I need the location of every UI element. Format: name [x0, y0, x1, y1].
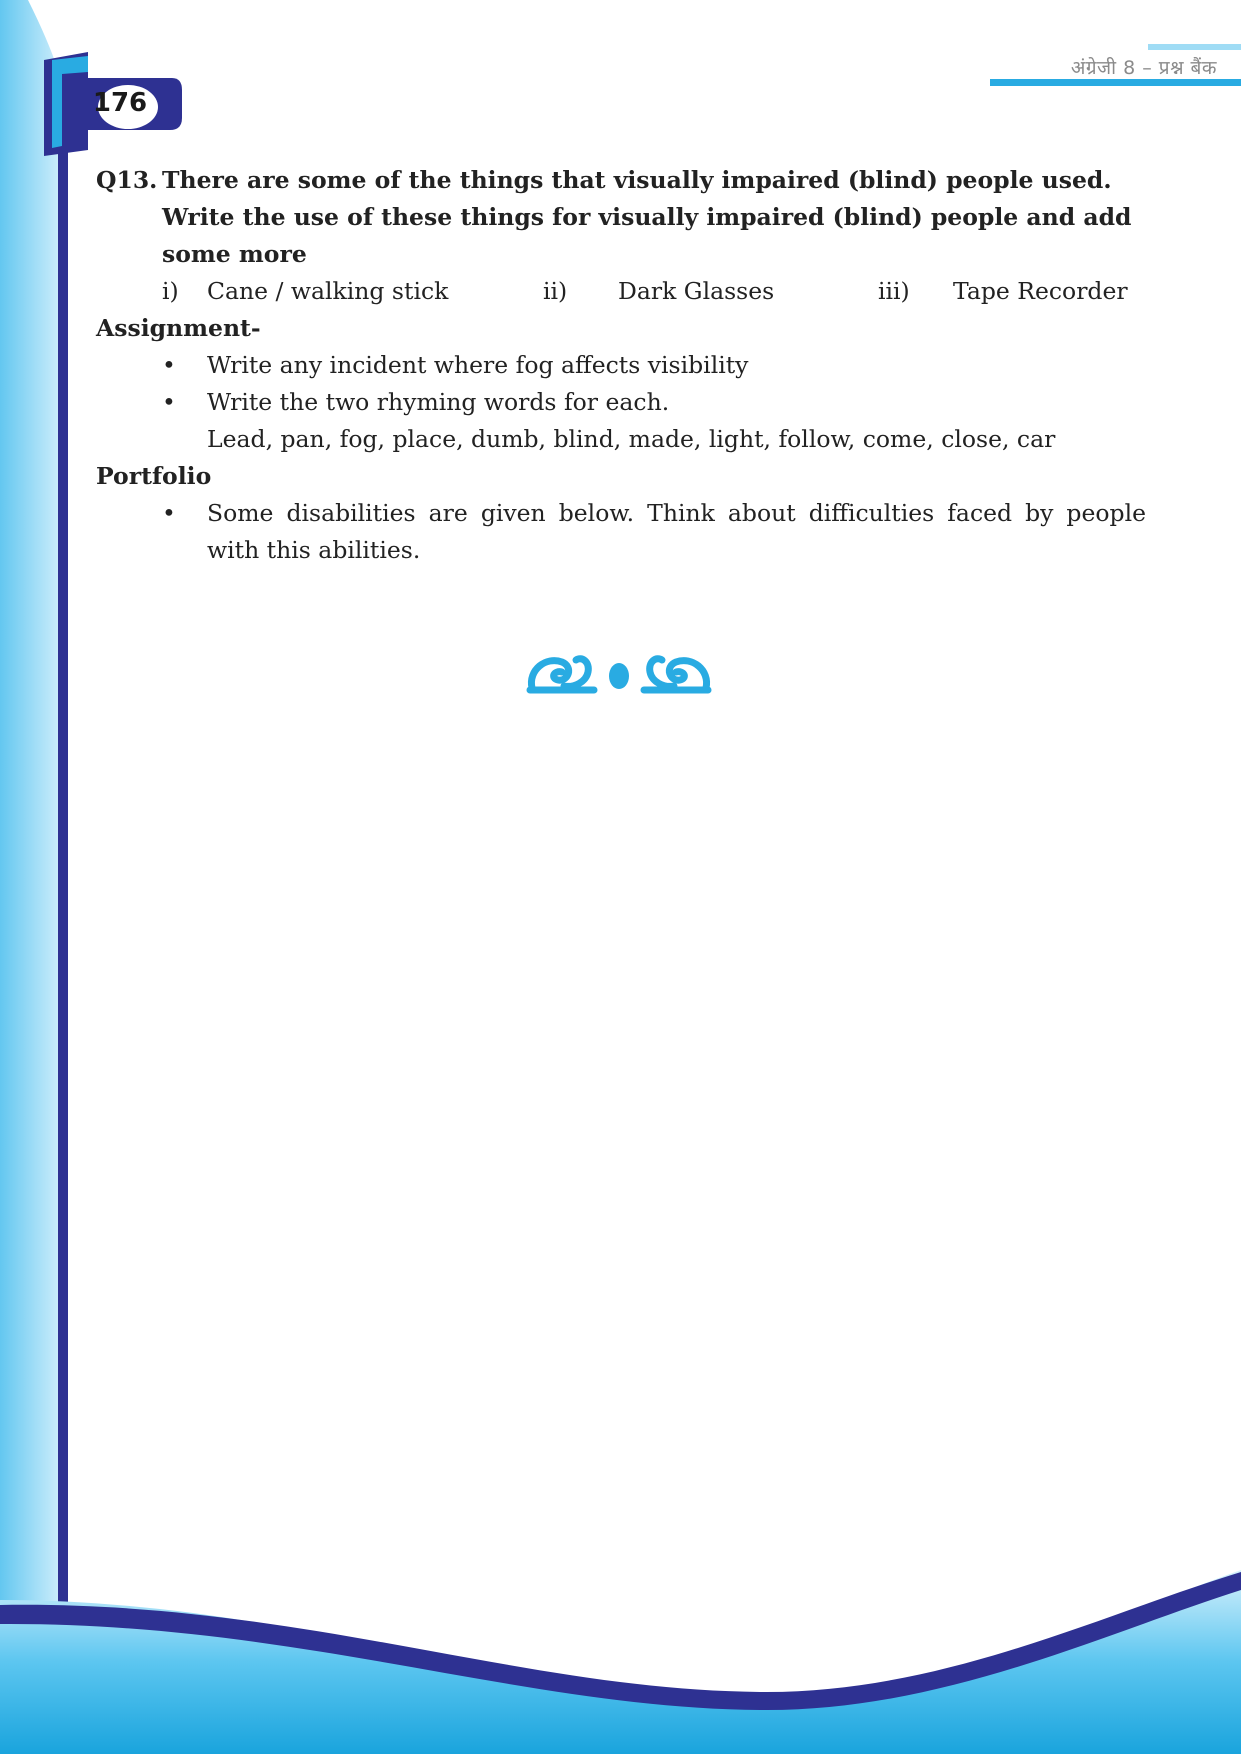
question-text: There are some of the things that visually impaired (blind) people used. Write the use of these things for visually impaired (blind) people and add some more [162, 166, 1132, 268]
page-content [96, 162, 1146, 569]
rhyming-word-list: Lead, pan, fog, place, dumb, blind, made, light, follow, come, close, car [207, 425, 1056, 453]
book-title-header: अंग्रेजी 8 – प्रश्न बैंक [1070, 57, 1217, 79]
bullet-dot: • [162, 351, 176, 379]
left-band [0, 0, 58, 1620]
portfolio-bullet-text: Some disabilities are given below. Think about difficulties faced by people with this abilities. [207, 499, 1146, 564]
question-number: Q13. [96, 166, 158, 194]
assignment-heading: Assignment- [96, 314, 261, 342]
page-number: 176 [92, 88, 148, 118]
bullet-dot: • [162, 388, 176, 416]
item-2-label: Dark Glasses [618, 277, 775, 305]
item-1-number: i) [162, 277, 179, 305]
item-3-number: iii) [878, 277, 910, 305]
assignment-bullet-2 [162, 384, 1146, 421]
portfolio-heading: Portfolio [96, 462, 212, 490]
assignment-bullet-1 [162, 347, 1146, 384]
header-bar-dark [990, 79, 1241, 86]
item-1-label: Cane / walking stick [207, 277, 449, 305]
question-13 [96, 162, 1146, 273]
question-items [162, 273, 1146, 310]
bullet-dot: • [162, 499, 176, 527]
item-3-label: Tape Recorder [953, 277, 1128, 305]
bottom-wave-back [0, 1570, 1241, 1754]
item-2-number: ii) [543, 277, 568, 305]
header-bar-light [1148, 44, 1241, 50]
assignment-bullet-2-text: Write the two rhyming words for each. [207, 388, 670, 416]
assignment-bullet-1-text: Write any incident where fog affects visibility [207, 351, 749, 379]
left-rule [58, 125, 68, 1625]
end-ornament-icon [524, 648, 714, 696]
portfolio-bullet [162, 495, 1146, 569]
